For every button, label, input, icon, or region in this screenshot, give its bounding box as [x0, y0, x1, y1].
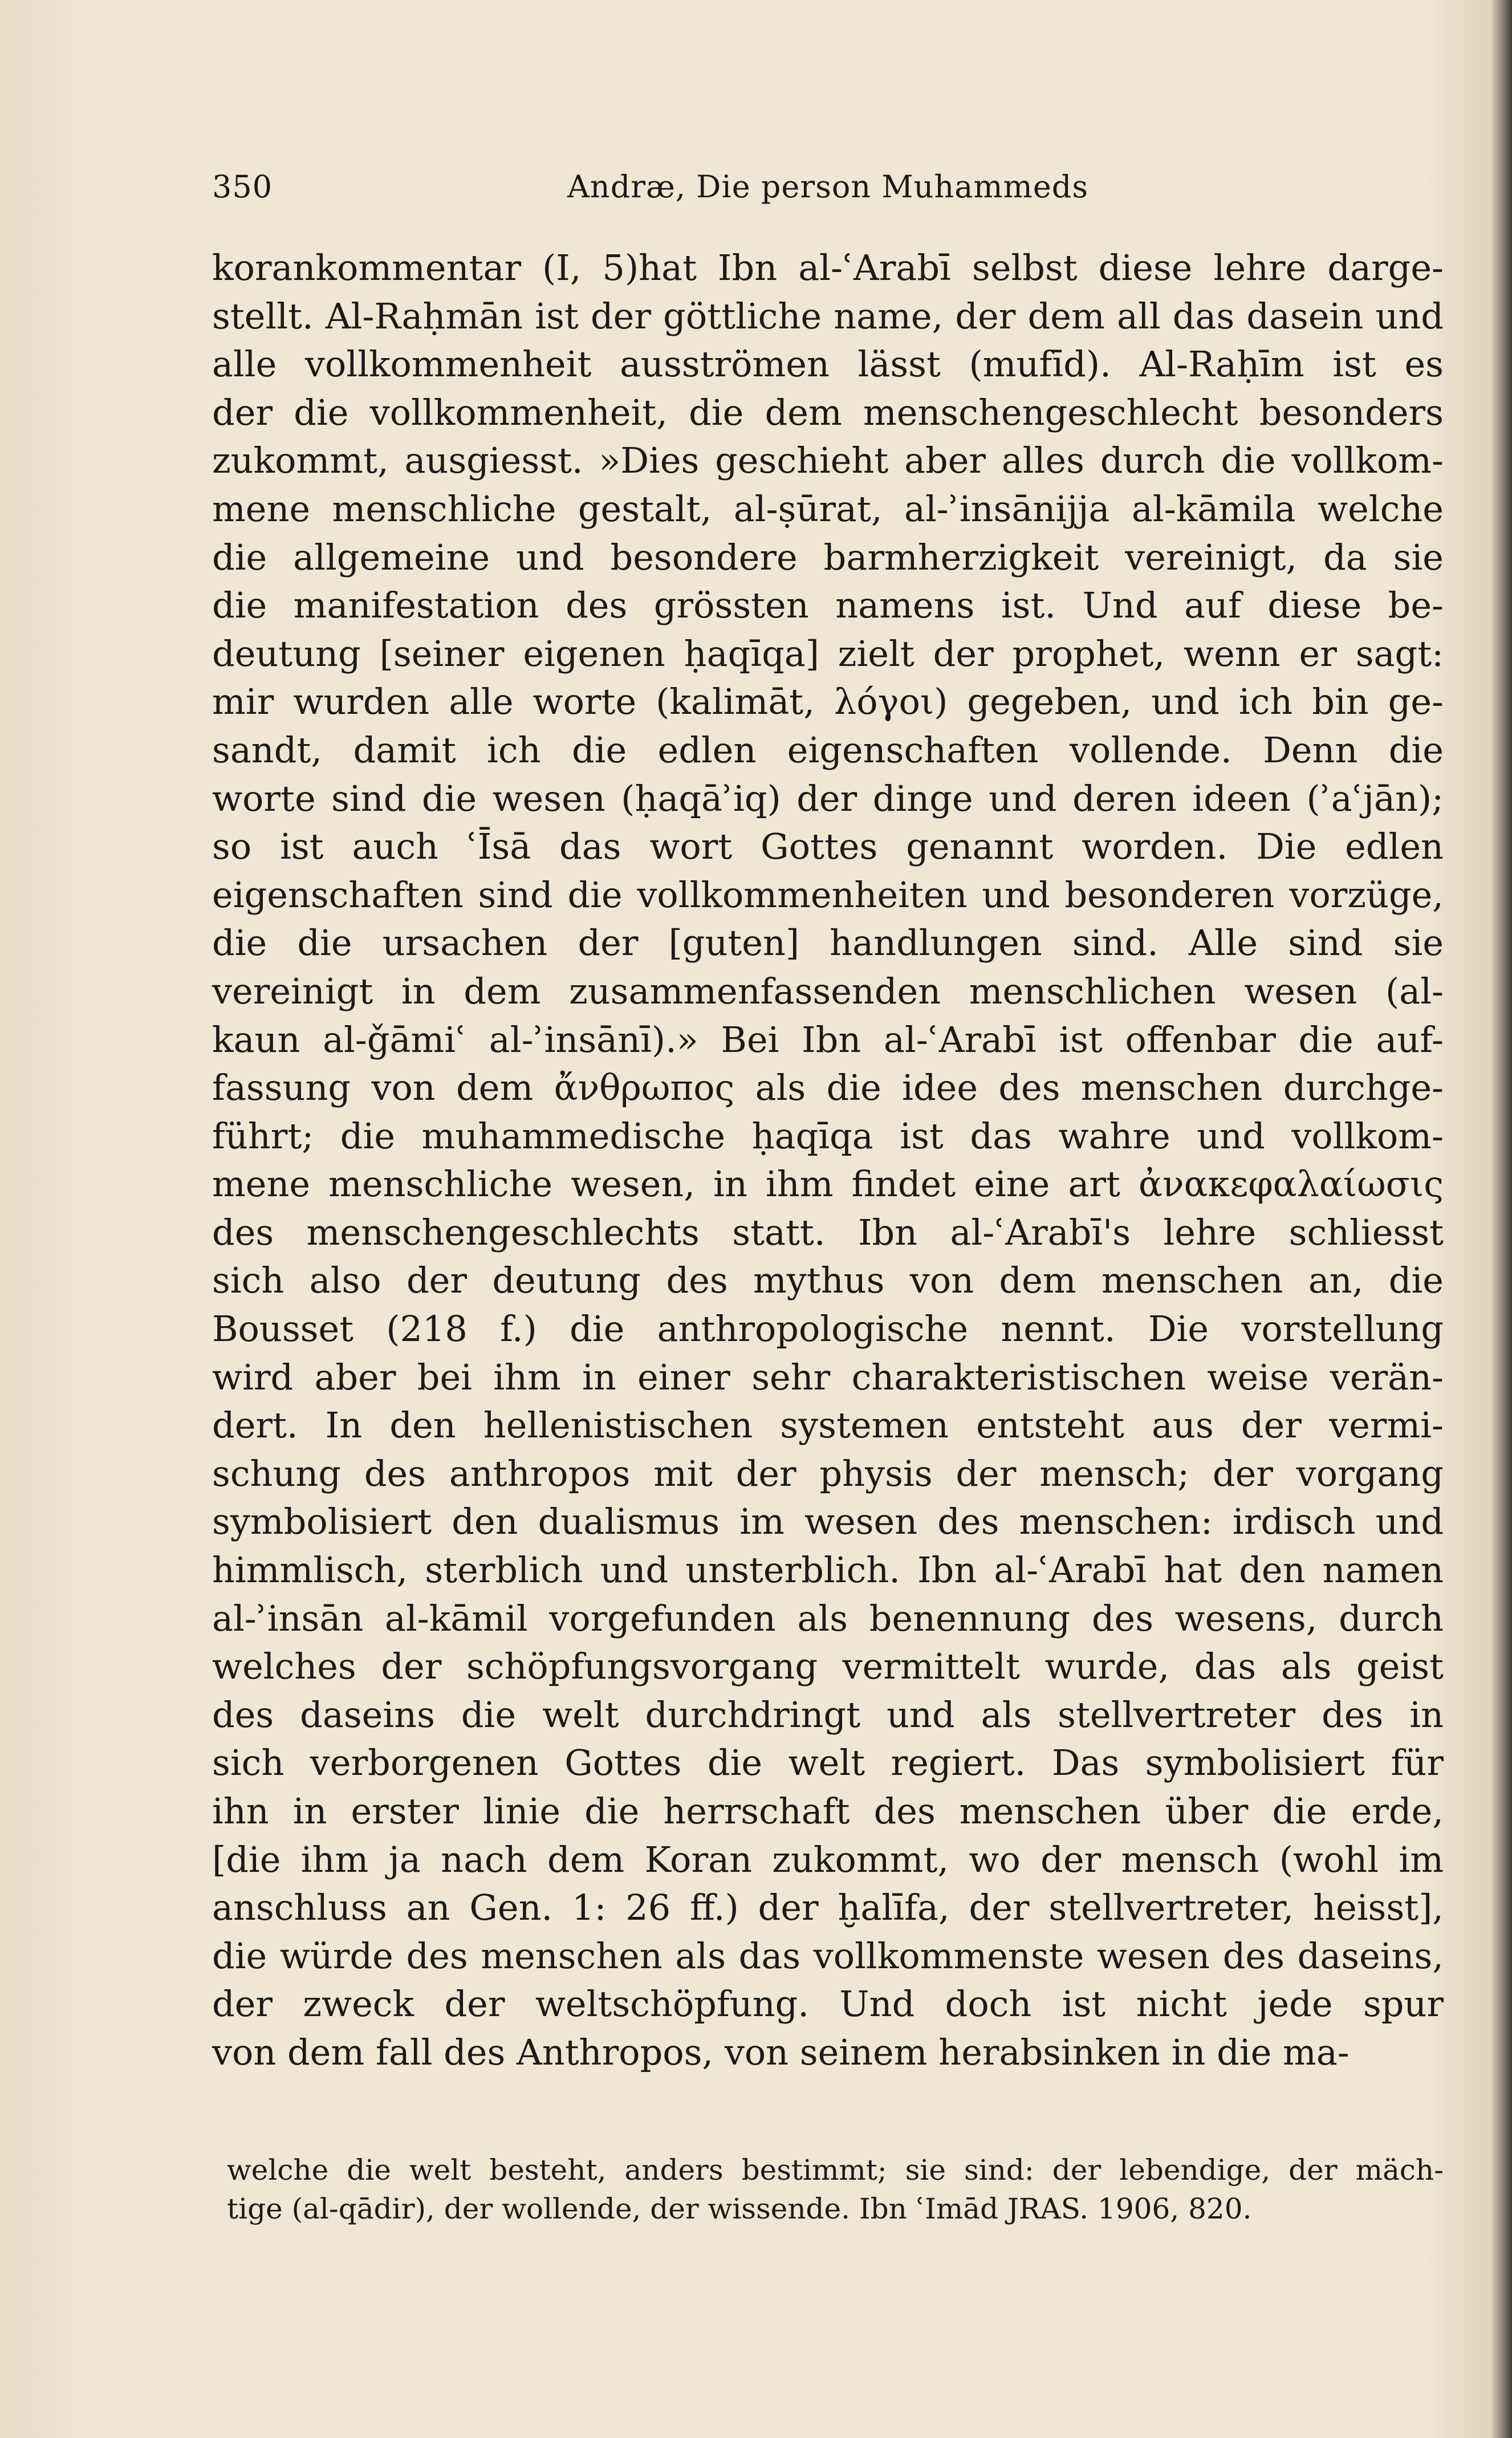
footnote-line: tige (al-qādir), der wollende, der wissende. Ibn ʿImād JRAS. 1906, 820.	[227, 2192, 1252, 2225]
text-line: der zweck der weltschöpfung. Und doch ist nicht jede spur	[212, 1983, 1444, 2025]
text-line: des daseins die welt durchdringt und als stellvertreter des in	[212, 1693, 1444, 1736]
text-line: so ist auch ʿĪsā das wort Gottes genannt worden. Die edlen	[212, 826, 1444, 868]
footnote-block	[227, 2151, 1444, 2228]
text-line: al-ʾinsān al-kāmil vorgefunden als benennung des wesens, durch	[212, 1597, 1444, 1639]
text-line: worte sind die wesen (ḥaqāʾiq) der dinge und deren ideen (ʾaʿjān);	[212, 777, 1444, 819]
text-line: sich also der deutung des mythus von dem menschen an, die	[212, 1259, 1444, 1302]
text-line: zukommt, ausgiesst. »Dies geschieht aber alles durch die vollkom-	[212, 440, 1444, 482]
text-line: kaun al-ǧāmiʿ al-ʾinsānī).» Bei Ibn al-ʿArabī ist offenbar die auf-	[212, 1018, 1444, 1060]
text-line: der die vollkommenheit, die dem menschengeschlecht besonders	[212, 391, 1444, 433]
running-title: Andræ, Die person Muhammeds	[567, 169, 1089, 205]
text-line: vereinigt in dem zusammenfassenden menschlichen wesen (al-	[212, 970, 1444, 1012]
text-line: stellt. Al-Raḥmān ist der göttliche name, der dem all das dasein und	[212, 295, 1444, 337]
text-line: sandt, damit ich die edlen eigenschaften vollende. Denn die	[212, 729, 1444, 771]
footnote-line: welche die welt besteht, anders bestimmt; sie sind: der lebendige, der mäch-	[227, 2153, 1444, 2187]
text-line: dert. In den hellenistischen systemen entsteht aus der vermi-	[212, 1404, 1444, 1446]
page-edge-shadow	[1491, 0, 1512, 2438]
text-line: die allgemeine und besondere barmherzigkeit vereinigt, da sie	[212, 536, 1444, 578]
text-line: ihn in erster linie die herrschaft des menschen über die erde,	[212, 1790, 1444, 1832]
text-line: fassung von dem ἄνθρωπος als die idee des menschen durchge-	[212, 1067, 1444, 1109]
text-line: welches der schöpfungsvorgang vermittelt wurde, das als geist	[212, 1645, 1444, 1688]
text-line: die die ursachen der [guten] handlungen sind. Alle sind sie	[212, 922, 1444, 964]
text-line: des menschengeschlechts statt. Ibn al-ʿArabī's lehre schliesst	[212, 1211, 1444, 1253]
text-line: mene menschliche gestalt, al-ṣūrat, al-ʾinsānijja al-kāmila welche	[212, 487, 1444, 530]
main-text	[212, 244, 1444, 2077]
text-line: anschluss an Gen. 1: 26 ff.) der ḫalīfa, der stellvertreter, heisst],	[212, 1887, 1444, 1929]
text-line: schung des anthropos mit der physis der mensch; der vorgang	[212, 1452, 1444, 1494]
text-line: von dem fall des Anthropos, von seinem herabsinken in die ma-	[212, 2031, 1350, 2073]
text-line: korankommentar (I, 5)hat Ibn al-ʿArabī selbst diese lehre darge-	[212, 247, 1444, 289]
text-line: symbolisiert den dualismus im wesen des menschen: irdisch und	[212, 1501, 1444, 1543]
text-line: die manifestation des grössten namens ist. Und auf diese be-	[212, 584, 1444, 627]
text-line: mir wurden alle worte (kalimāt, λόγοι) gegeben, und ich bin ge-	[212, 681, 1444, 723]
text-line: führt; die muhammedische ḥaqīqa ist das wahre und vollkom-	[212, 1115, 1444, 1157]
text-line: [die ihm ja nach dem Koran zukommt, wo der mensch (wohl im	[212, 1838, 1444, 1880]
text-line: Bousset (218 f.) die anthropologische nennt. Die vorstellung	[212, 1308, 1444, 1350]
text-line: eigenschaften sind die vollkommenheiten und besonderen vorzüge,	[212, 873, 1444, 916]
text-line: himmlisch, sterblich und unsterblich. Ibn al-ʿArabī hat den namen	[212, 1549, 1444, 1591]
text-line: sich verborgenen Gottes die welt regiert. Das symbolisiert für	[212, 1742, 1444, 1784]
text-line: mene menschliche wesen, in ihm findet eine art ἀνακεφαλαίωσις	[212, 1163, 1444, 1205]
page-header	[212, 169, 1444, 209]
text-line: alle vollkommenheit ausströmen lässt (mufīd). Al-Raḥīm ist es	[212, 343, 1444, 385]
page-number: 350	[212, 169, 273, 205]
text-line: die würde des menschen als das vollkommenste wesen des daseins,	[212, 1935, 1444, 1977]
text-line: wird aber bei ihm in einer sehr charakteristischen weise verän-	[212, 1356, 1444, 1398]
text-line: deutung [seiner eigenen ḥaqīqa] zielt der prophet, wenn er sagt:	[212, 632, 1444, 674]
